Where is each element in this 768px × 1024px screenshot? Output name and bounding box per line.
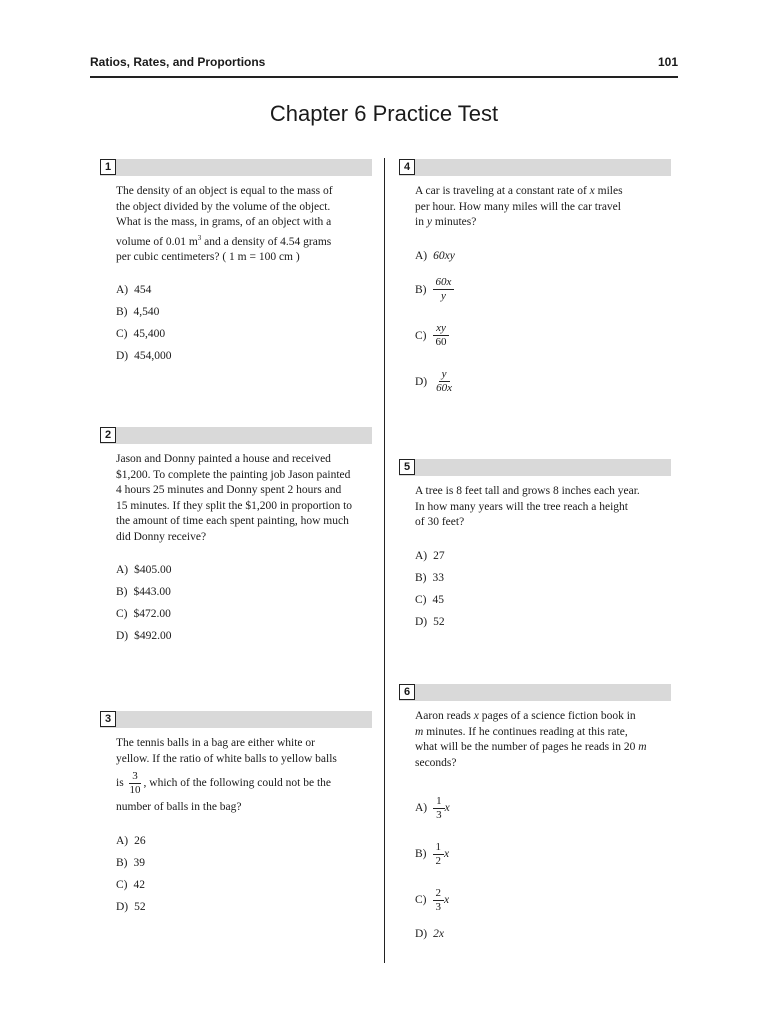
choice-letter: D) [415,615,428,628]
choice-value: 45,400 [133,328,166,341]
choice-letter: C) [415,329,427,342]
ratio-fraction [127,770,144,797]
choice-letter: C) [116,608,128,620]
choice-c[interactable] [415,877,671,923]
question-number: 2 [100,427,116,443]
question-2 [100,427,372,647]
text-line: the object divided by the volume of the object. [116,200,331,213]
text-line: number of balls in the bag? [116,801,242,813]
page-title: Chapter 6 Practice Test [269,101,499,126]
text-fragment: , which of the following could not be the [143,777,332,790]
text-fragment: A car is traveling at a constant rate of [415,185,587,197]
answer-choices [415,785,671,945]
choice-value: 27 [433,549,445,562]
question-number: 4 [399,159,415,175]
answer-choices [116,559,372,647]
denominator: 2 [435,854,441,867]
question-number: 1 [100,159,116,175]
text-line [415,184,671,200]
choice-fraction [433,795,445,822]
numerator: 3 [129,770,141,784]
choice-letter: C) [116,328,128,341]
choice-a[interactable] [116,559,372,581]
choice-value: 454,000 [134,350,172,363]
choice-value: 52 [134,900,146,913]
choice-letter: B) [415,571,427,584]
numerator: 2 [433,887,445,901]
question-text [116,736,372,816]
text-line [415,725,671,741]
variable: x [444,848,450,860]
question-4 [399,159,671,405]
choice-letter: B) [116,856,128,869]
choice-value: 60xy [433,249,455,262]
choice-letter: A) [116,834,129,847]
choice-c[interactable] [116,874,372,896]
choice-a[interactable] [116,279,372,301]
choice-letter: C) [415,593,427,606]
choice-letter: B) [415,848,427,860]
choice-a[interactable] [415,785,671,831]
text-fragment: pages of a science fiction book in [481,710,636,722]
text-line [415,740,671,756]
question-bar [399,159,671,176]
choice-value: 4,540 [133,306,160,319]
variable: x [444,802,450,814]
text-line: per cubic centimeters? ( 1 m = 100 cm ) [116,250,300,263]
choice-d[interactable] [116,625,372,647]
answer-choices [415,545,671,633]
question-bar [399,684,671,701]
choice-value: $443.00 [133,586,171,598]
question-text [415,709,671,771]
choice-c[interactable] [415,589,671,611]
choice-letter: D) [116,900,129,913]
choice-a[interactable] [415,545,671,567]
text-line: A tree is 8 feet tall and grows 8 inches each year. [415,485,640,497]
numerator: 1 [433,795,445,809]
choice-d[interactable] [415,359,671,405]
choice-value: 2x [433,928,444,940]
choice-letter: B) [116,306,128,319]
choice-value: 33 [432,571,444,584]
question-bar [100,427,372,444]
question-bar [100,159,372,176]
text-line: did Donny receive? [116,530,207,543]
question-1 [100,159,372,367]
numerator: y [439,368,450,382]
variable: x [444,894,450,906]
choice-b[interactable] [116,852,372,874]
denominator: 60x [436,382,453,394]
choice-fraction [433,322,450,349]
choice-fraction [433,887,445,914]
question-number: 3 [100,711,116,727]
choice-letter: D) [116,350,129,363]
question-number: 5 [399,459,415,475]
choice-value: $405.00 [134,564,172,576]
choice-d[interactable] [415,611,671,633]
choice-a[interactable] [415,245,671,267]
choice-b[interactable] [415,567,671,589]
text-line [415,215,671,231]
text-fragment: and a density of 4.54 grams [201,235,332,248]
choice-c[interactable] [415,313,671,359]
choice-c[interactable] [116,323,372,345]
variable: y [426,216,432,228]
text-line: seconds? [415,756,457,769]
denominator: y [441,290,446,302]
choice-value: 39 [133,856,145,869]
question-5 [399,459,671,633]
text-line: $1,200. To complete the painting job Jason painted [116,468,351,481]
choice-letter: B) [116,586,128,598]
text-fragment: minutes. If he continues reading at this rate, [426,725,628,738]
choice-b[interactable] [116,301,372,323]
choice-fraction [433,841,445,868]
choice-fraction [433,368,455,395]
question-text [116,452,372,545]
choice-b[interactable] [415,831,671,877]
text-fragment: in [415,216,424,228]
choice-b[interactable] [415,267,671,313]
text-line: of 30 feet? [415,516,465,528]
choice-fraction [433,276,455,303]
text-line: 4 hours 25 minutes and Donny spent 2 hours and [116,484,342,496]
text-fragment: minutes? [434,216,477,228]
choice-value: 42 [133,878,145,891]
question-number: 6 [399,684,415,700]
section-title: Ratios, Rates, and Proportions [90,55,266,69]
choice-value: 45 [432,593,444,606]
choice-value: 52 [433,615,445,628]
text-fragment: Aaron reads [415,710,471,722]
text-fragment: volume of 0.01 m [116,235,198,248]
text-line: The density of an object is equal to the mass of [116,185,333,197]
choice-a[interactable] [116,830,372,852]
question-text [415,484,671,531]
variable: x [473,710,479,722]
text-line: yellow. If the ratio of white balls to yellow balls [116,752,337,765]
column-divider [384,158,385,963]
question-bar [399,459,671,476]
question-text [415,184,671,231]
choice-value: $492.00 [134,630,172,642]
numerator: 60x [433,276,455,290]
choice-letter: D) [116,630,129,642]
answer-choices [415,245,671,405]
variable: m [638,741,647,753]
text-line: Jason and Donny painted a house and received [116,453,331,465]
choice-b[interactable] [116,581,372,603]
choice-value: $472.00 [133,608,171,620]
choice-letter: C) [116,878,128,891]
choice-letter: A) [415,802,428,814]
superscript: 3 [197,233,202,242]
denominator: 60 [435,336,447,348]
choice-letter: A) [415,549,428,562]
header-rule [90,76,678,78]
answer-choices [116,279,372,367]
text-line [415,709,671,725]
choice-d[interactable] [116,345,372,367]
text-line: 15 minutes. If they split the $1,200 in proportion to [116,499,353,512]
text-line: the amount of time each spent painting, how much [116,515,349,527]
denominator: 10 [129,784,141,796]
numerator: xy [433,322,449,336]
numerator: 1 [433,841,445,855]
text-line [116,231,372,250]
choice-value: 454 [134,284,152,297]
question-3 [100,711,372,918]
text-line: What is the mass, in grams, of an object with a [116,216,332,228]
text-line: per hour. How many miles will the car travel [415,200,621,213]
page-number: 101 [657,55,678,69]
question-6 [399,684,671,945]
choice-letter: A) [116,284,129,297]
answer-choices [116,830,372,918]
text-fragment: what will be the number of pages he reads in 20 [415,741,636,753]
running-header [90,55,678,69]
choice-value: 26 [134,834,146,847]
choice-letter: A) [116,564,129,576]
choice-d[interactable] [116,896,372,918]
text-fragment: is [116,777,124,790]
choice-letter: D) [415,928,428,940]
choice-c[interactable] [116,603,372,625]
text-line [116,770,372,797]
question-bar [100,711,372,728]
choice-letter: D) [415,375,428,388]
denominator: 3 [436,808,442,821]
choice-letter: A) [415,249,428,262]
choice-letter: B) [415,283,427,296]
denominator: 3 [435,900,441,913]
text-fragment: miles [597,185,623,197]
text-line: The tennis balls in a bag are either white or [116,737,315,749]
question-text [116,184,372,265]
text-line: In how many years will the tree reach a height [415,500,628,513]
choice-d[interactable] [415,923,671,945]
variable: x [589,185,595,197]
choice-letter: C) [415,894,427,906]
variable: m [415,725,424,738]
